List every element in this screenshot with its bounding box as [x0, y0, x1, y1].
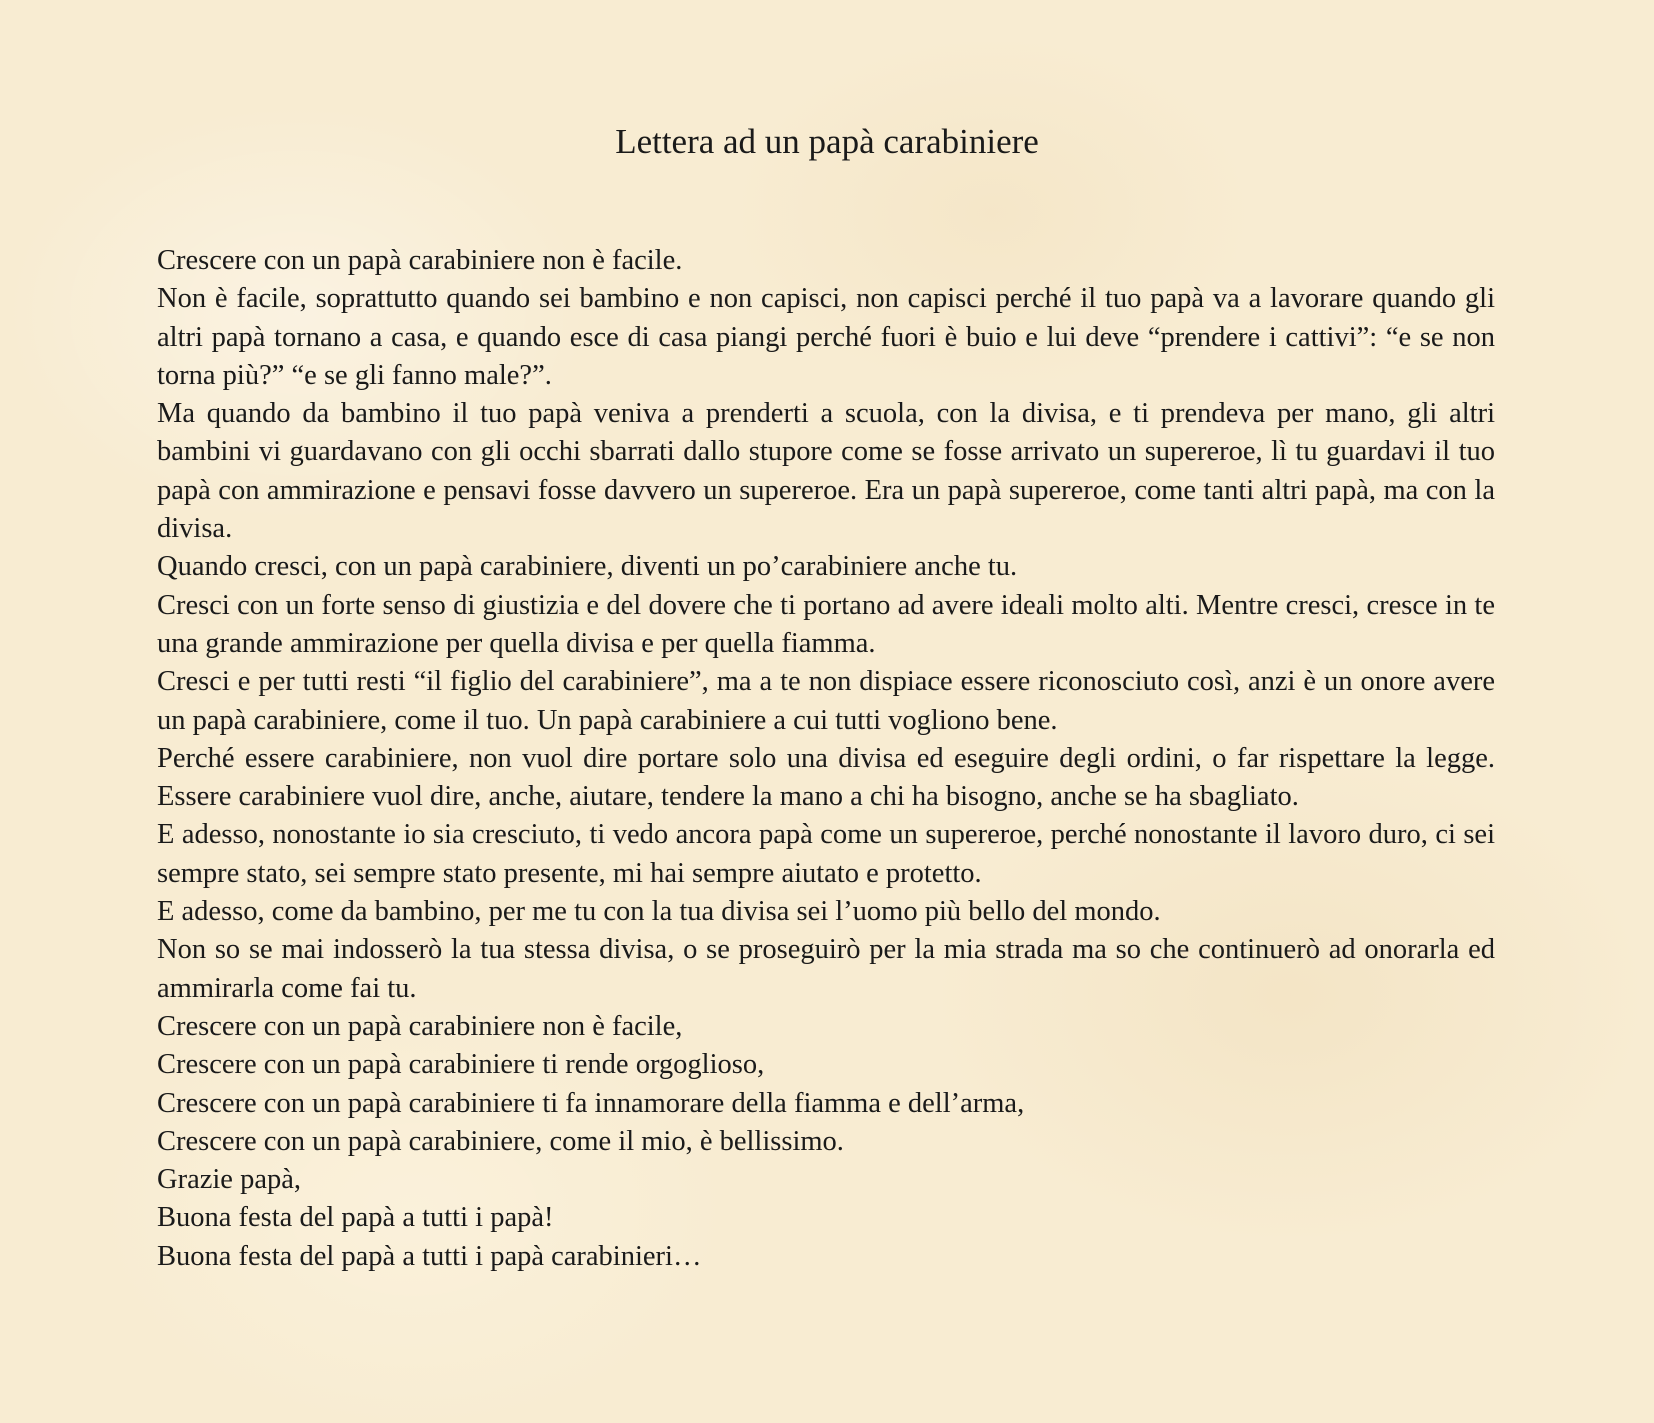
paragraph: Non è facile, soprattutto quando sei bambino e non capisci, non capisci perché il tuo papà va a lavorare quando gli altri papà tornano a casa, e quando esce di casa piangi perché fuori è buio e lui deve “prendere i cattivi”: “e se non torna più?” “e se gli fanno male?”. [157, 283, 1495, 391]
closing-line: Crescere con un papà carabiniere ti fa innamorare della fiamma e dell’arma, [157, 1087, 1025, 1119]
closing-line: Grazie papà, [157, 1164, 301, 1196]
paragraph: Non so se mai indosserò la tua stessa divisa, o se proseguirò per la mia strada ma so che continuerò ad onorarla ed ammirarla come fai tu. [157, 934, 1495, 1004]
closing-line: Buona festa del papà a tutti i papà! [157, 1202, 554, 1234]
paragraph: E adesso, nonostante io sia cresciuto, ti vedo ancora papà come un supereroe, perché nonostante il lavoro duro, ci sei sempre stato, sei sempre stato presente, mi hai sempre aiutato e protetto. [157, 819, 1495, 889]
paragraph: Cresci con un forte senso di giustizia e del dovere che ti portano ad avere ideali molto alti. Mentre cresci, cresce in te una grande ammirazione per quella divisa e per quella fiamma. [157, 589, 1495, 659]
closing-line: Buona festa del papà a tutti i papà carabinieri… [157, 1240, 702, 1272]
letter-body [157, 242, 1495, 1276]
closing-line: Crescere con un papà carabiniere, come il mio, è bellissimo. [157, 1125, 844, 1157]
paragraph: Perché essere carabiniere, non vuol dire portare solo una divisa ed eseguire degli ordini, o far rispettare la legge. Essere carabiniere vuol dire, anche, aiutare, tendere la mano a chi ha bisogno, anche se ha sbagliato. [157, 742, 1495, 813]
letter-title: Lettera ad un papà carabiniere [615, 122, 1039, 161]
closing-line: Crescere con un papà carabiniere non è facile, [157, 1010, 683, 1042]
paragraph: E adesso, come da bambino, per me tu con la tua divisa sei l’uomo più bello del mondo. [157, 896, 1161, 928]
closing-line: Crescere con un papà carabiniere ti rende orgoglioso, [157, 1049, 765, 1081]
paragraph: Cresci e per tutti resti “il figlio del carabiniere”, ma a te non dispiace essere riconosciuto così, anzi è un onore avere un papà carabiniere, come il tuo. Un papà carabiniere a cui tutti vogliono bene. [157, 666, 1495, 736]
paragraph: Crescere con un papà carabiniere non è facile. [157, 245, 683, 276]
paragraph: Ma quando da bambino il tuo papà veniva a prenderti a scuola, con la divisa, e ti prendeva per mano, gli altri bambini vi guardavano con gli occhi sbarrati dallo stupore come se fosse arrivato un supereroe, lì tu guardavi il tuo papà con ammirazione e pensavi fosse davvero un supereroe. Era un papà supereroe, come tanti altri papà, ma con la divisa. [157, 398, 1495, 545]
paragraph: Quando cresci, con un papà carabiniere, diventi un po’carabiniere anche tu. [157, 551, 1018, 583]
